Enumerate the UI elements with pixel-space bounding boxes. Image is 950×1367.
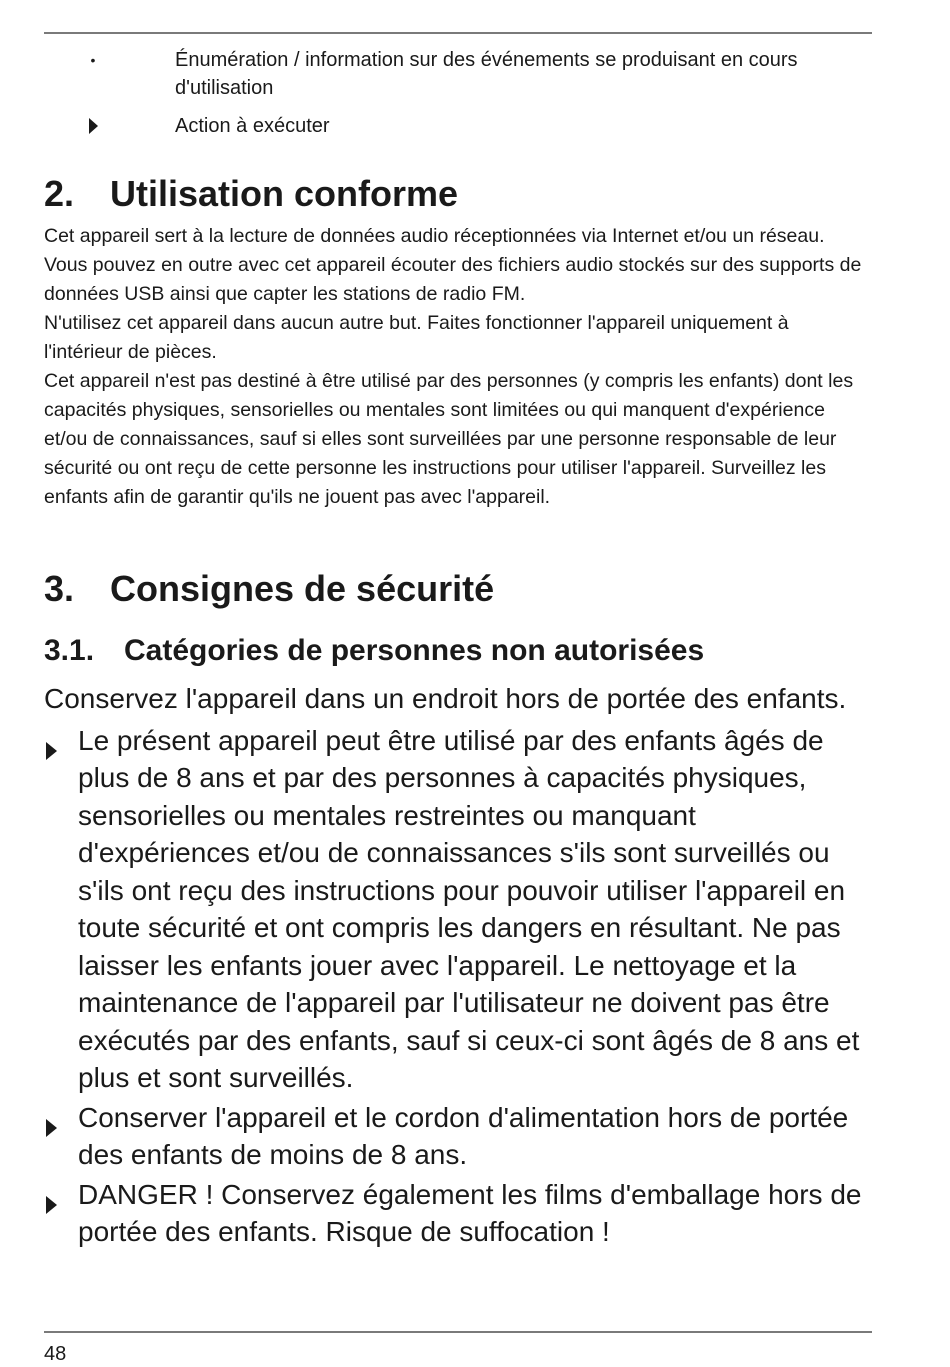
symbol-legend [44,46,872,150]
triangle-right-icon [46,1109,57,1147]
bottom-rule [44,1331,872,1333]
instruction-item [44,1176,872,1251]
section-number: 3.1. [44,634,95,667]
legend-text: Action à exécuter [175,115,330,137]
legend-text: Énumération / information sur des événements se produisant en cours d'utilisation [175,49,798,99]
top-rule [44,32,872,34]
section-title: Catégories de personnes non autorisées [124,634,705,667]
legend-item-action [44,112,872,140]
paragraph: N'utilisez cet appareil dans aucun autre but. Faites fonctionner l'appareil uniquement à l'intérieur de pièces. [44,312,789,363]
paragraph: Cet appareil sert à la lecture de données audio réceptionnées via Internet et/ou un réseau. Vous pouvez en outre avec cet appareil écouter des fichiers audio stockés sur des supports de données USB ainsi que capter les stations de radio FM. [44,225,862,305]
bullet-dot-icon: • [90,52,96,68]
legend-item-enumeration [44,46,872,102]
section-title: Utilisation conforme [110,173,459,214]
section-3-1-body [44,680,872,1251]
section-3-1-heading [44,633,704,669]
instruction-item [44,1099,872,1174]
triangle-right-icon [46,732,57,770]
triangle-right-icon [46,1186,57,1224]
instruction-text: Conserver l'appareil et le cordon d'alimentation hors de portée des enfants de moins de 8 ans. [78,1101,849,1170]
instruction-text: Le présent appareil peut être utilisé par des enfants âgés de plus de 8 ans et par des personnes à capacités physiques, sensorielles ou mentales restreintes ou manquant d'expériences et/ou de connaissances s'ils sont surveillés ou s'ils ont reçu des instructions pour pouvoir utiliser l'appareil en toute sécurité et ont compris les dangers en résultant. Ne pas laisser les enfants jouer avec l'appareil. Le nettoyage et la maintenance de l'appareil par l'utilisateur ne doivent pas être exécutés par des enfants, sauf si ceux-ci sont âgés de 8 ans et plus et sont surveillés. [78,724,860,1093]
page-number: 48 [44,1343,67,1365]
section-3-heading [44,569,494,609]
instruction-text: DANGER ! Conservez également les films d'emballage hors de portée des enfants. Risque de suffocation ! [78,1178,862,1247]
section-title: Consignes de sécurité [110,568,495,609]
paragraph: Cet appareil n'est pas destiné à être utilisé par des personnes (y compris les enfants) dont les capacités physiques, sensorielles ou mentales sont limitées ou qui manquent d'expérience et/ou de connaissances, sauf si elles sont surveillées par une personne responsable de leur sécurité ou ont reçu de cette personne les instructions pour utiliser l'appareil. Surveillez les enfants afin de garantir qu'ils ne jouent pas avec l'appareil. [44,370,854,508]
triangle-right-icon [88,112,98,142]
section-number: 3. [44,568,75,609]
section-2-body [44,222,872,512]
intro-paragraph: Conservez l'appareil dans un endroit hors de portée des enfants. [44,683,847,714]
section-2-heading [44,174,458,214]
section-number: 2. [44,173,75,214]
instruction-item [44,722,872,1097]
